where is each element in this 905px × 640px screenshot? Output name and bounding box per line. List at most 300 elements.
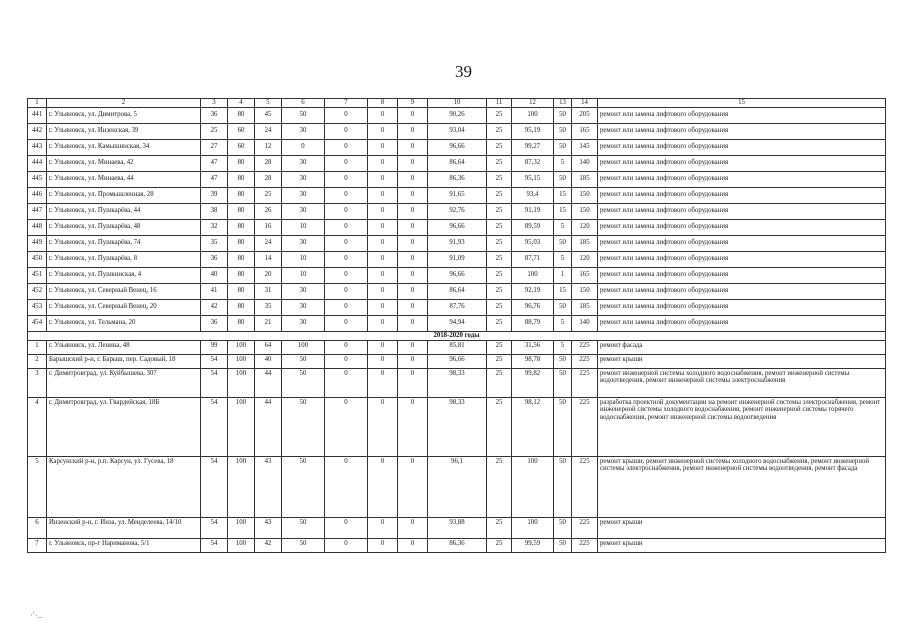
table-cell: 30 bbox=[282, 171, 325, 187]
table-cell: ремонт или замена лифтового оборудования bbox=[598, 187, 886, 203]
table-cell: 0 bbox=[325, 235, 368, 251]
table-cell: г. Ульяновск, ул. Димитрова, 5 bbox=[47, 107, 201, 123]
table-cell: 54 bbox=[201, 354, 228, 368]
table-cell: ремонт или замена лифтового оборудования bbox=[598, 283, 886, 299]
table-cell: 100 bbox=[228, 368, 255, 397]
table-cell: 0 bbox=[398, 354, 428, 368]
table-cell: 446 bbox=[28, 187, 47, 203]
table-cell: г. Ульяновск, ул. Северный Венец, 20 bbox=[47, 299, 201, 315]
table-cell: 5 bbox=[554, 315, 572, 331]
table-cell: 50 bbox=[554, 123, 572, 139]
table-cell: 25 bbox=[487, 517, 512, 538]
table-row bbox=[28, 123, 886, 139]
column-header: 12 bbox=[512, 99, 554, 108]
table-cell: 185 bbox=[572, 235, 598, 251]
table-cell: ремонт инженерной системы холодного водоснабжения, ремонт инженерной системы водоотведения, ремонт инженерной системы электроснабжения bbox=[598, 368, 886, 397]
table-cell: 50 bbox=[282, 517, 325, 538]
table-cell: ремонт крыши bbox=[598, 517, 886, 538]
table-cell: 95,03 bbox=[512, 235, 554, 251]
table-cell: 31,56 bbox=[512, 340, 554, 354]
table-row bbox=[28, 251, 886, 267]
table-cell: 0 bbox=[368, 397, 398, 456]
table-cell: 225 bbox=[572, 354, 598, 368]
table-cell: 0 bbox=[325, 139, 368, 155]
table-cell: 0 bbox=[368, 299, 398, 315]
table-cell: 0 bbox=[368, 267, 398, 283]
table-cell: 0 bbox=[325, 107, 368, 123]
table-cell: 225 bbox=[572, 538, 598, 552]
table-cell: 92,19 bbox=[512, 283, 554, 299]
table-cell: 64 bbox=[255, 340, 282, 354]
table-cell: 100 bbox=[512, 267, 554, 283]
column-header: 15 bbox=[598, 99, 886, 108]
table-cell: 96,66 bbox=[428, 354, 487, 368]
table-cell: 150 bbox=[572, 187, 598, 203]
table-cell: 0 bbox=[325, 397, 368, 456]
table-cell: 36 bbox=[201, 251, 228, 267]
table-cell: 100 bbox=[228, 538, 255, 552]
table-cell: 0 bbox=[398, 251, 428, 267]
table-cell: 1 bbox=[554, 267, 572, 283]
table-cell: разработка проектной документации на ремонт инженерной системы электроснабжения, ремонт инженерной системы холодного водоснабжения, ремонт инженерной системы горячего водоснабжения, ремонт инженерной системы водоотведения bbox=[598, 397, 886, 456]
table-cell: 27 bbox=[201, 139, 228, 155]
table-cell: 99,27 bbox=[512, 139, 554, 155]
table-cell: 32 bbox=[201, 219, 228, 235]
table-cell: 165 bbox=[572, 123, 598, 139]
table-cell: 0 bbox=[325, 187, 368, 203]
table-cell: 0 bbox=[368, 139, 398, 155]
table-cell: 20 bbox=[255, 267, 282, 283]
table-cell: г. Ульяновск, ул. Пушкарёва, 74 bbox=[47, 235, 201, 251]
table-cell: г. Ульяновск, ул. Пушкинская, 4 bbox=[47, 267, 201, 283]
table-cell: г. Ульяновск, ул. Минаева, 42 bbox=[47, 155, 201, 171]
table-cell: 0 bbox=[368, 203, 398, 219]
table-cell: 16 bbox=[255, 219, 282, 235]
table-cell: 35 bbox=[201, 235, 228, 251]
page-number: 39 bbox=[455, 62, 472, 81]
table-cell: 25 bbox=[487, 267, 512, 283]
table-cell: 80 bbox=[228, 203, 255, 219]
table-cell: 100 bbox=[512, 107, 554, 123]
table-cell: г. Ульяновск, ул. Минаева, 44 bbox=[47, 171, 201, 187]
table-cell: 0 bbox=[368, 251, 398, 267]
table-cell: 25 bbox=[487, 456, 512, 517]
table-cell: Барышский р-н, г. Барыш, пер. Садовый, 18 bbox=[47, 354, 201, 368]
table-cell: 140 bbox=[572, 155, 598, 171]
table-cell: 50 bbox=[554, 456, 572, 517]
column-header: 2 bbox=[47, 99, 201, 108]
table-cell: 30 bbox=[282, 203, 325, 219]
table-cell: 54 bbox=[201, 397, 228, 456]
column-header: 13 bbox=[554, 99, 572, 108]
table-cell: 15 bbox=[554, 203, 572, 219]
table-cell: 100 bbox=[512, 517, 554, 538]
table-cell: г. Ульяновск, ул. Северный Венец, 16 bbox=[47, 283, 201, 299]
table-cell: 0 bbox=[398, 171, 428, 187]
table-cell: 30 bbox=[282, 123, 325, 139]
table-cell: 225 bbox=[572, 397, 598, 456]
table-cell: 39 bbox=[201, 187, 228, 203]
table-cell: 5 bbox=[554, 219, 572, 235]
table-cell: 0 bbox=[368, 340, 398, 354]
table-cell: 30 bbox=[282, 315, 325, 331]
table-cell: 0 bbox=[325, 340, 368, 354]
table-cell: 47 bbox=[201, 155, 228, 171]
table-cell: 2 bbox=[28, 354, 47, 368]
table-cell: 450 bbox=[28, 251, 47, 267]
table-cell: 98,33 bbox=[428, 397, 487, 456]
table-cell: 0 bbox=[398, 340, 428, 354]
table-cell: 50 bbox=[282, 538, 325, 552]
column-header: 4 bbox=[228, 99, 255, 108]
table-cell: Карсунский р-н, р.п. Карсун, ул. Гусева, 18 bbox=[47, 456, 201, 517]
table-cell: 7 bbox=[28, 538, 47, 552]
table-cell: 85,81 bbox=[428, 340, 487, 354]
table-cell: ремонт крыши bbox=[598, 538, 886, 552]
table-cell: ремонт или замена лифтового оборудования bbox=[598, 315, 886, 331]
table-cell: 0 bbox=[368, 235, 398, 251]
table-cell: 86,64 bbox=[428, 283, 487, 299]
section-title: 2018-2020 годы bbox=[28, 331, 886, 340]
table-cell: 442 bbox=[28, 123, 47, 139]
table-cell: 87,76 bbox=[428, 299, 487, 315]
table-cell: 35 bbox=[255, 299, 282, 315]
table-cell: 0 bbox=[325, 456, 368, 517]
table-cell: 40 bbox=[201, 267, 228, 283]
table-cell: 50 bbox=[554, 107, 572, 123]
table-cell: 41 bbox=[201, 283, 228, 299]
table-cell: 0 bbox=[325, 251, 368, 267]
table-cell: 86,64 bbox=[428, 155, 487, 171]
table-row bbox=[28, 155, 886, 171]
table-cell: 0 bbox=[398, 397, 428, 456]
table-cell: 0 bbox=[398, 123, 428, 139]
table-cell: 99,82 bbox=[512, 368, 554, 397]
table-cell: 25 bbox=[487, 251, 512, 267]
section-row bbox=[28, 331, 886, 340]
table-row bbox=[28, 267, 886, 283]
table-cell: 47 bbox=[201, 171, 228, 187]
table-cell: 444 bbox=[28, 155, 47, 171]
table-cell: 99,59 bbox=[512, 538, 554, 552]
table-row bbox=[28, 315, 886, 331]
column-header: 3 bbox=[201, 99, 228, 108]
table-cell: 10 bbox=[282, 267, 325, 283]
table-cell: 89,59 bbox=[512, 219, 554, 235]
table-cell: 54 bbox=[201, 517, 228, 538]
table-cell: 25 bbox=[487, 315, 512, 331]
table-cell: 43 bbox=[255, 456, 282, 517]
table-cell: 93,88 bbox=[428, 517, 487, 538]
table-cell: 25 bbox=[255, 187, 282, 203]
table-cell: 0 bbox=[325, 368, 368, 397]
table-cell: 120 bbox=[572, 251, 598, 267]
table-cell: 86,36 bbox=[428, 171, 487, 187]
table-cell: 0 bbox=[368, 123, 398, 139]
column-header: 7 bbox=[325, 99, 368, 108]
table-row bbox=[28, 187, 886, 203]
table-cell: 50 bbox=[554, 299, 572, 315]
table-cell: г. Ульяновск, пр-т Нариманова, 5/1 bbox=[47, 538, 201, 552]
table-cell: 80 bbox=[228, 187, 255, 203]
table-cell: 0 bbox=[398, 368, 428, 397]
column-header: 9 bbox=[398, 99, 428, 108]
table-cell: 50 bbox=[282, 456, 325, 517]
table-cell: 44 bbox=[255, 368, 282, 397]
table-cell: 80 bbox=[228, 283, 255, 299]
table-cell: 80 bbox=[228, 171, 255, 187]
table-cell: 3 bbox=[28, 368, 47, 397]
table-cell: 50 bbox=[554, 354, 572, 368]
table-cell: 0 bbox=[398, 267, 428, 283]
table-cell: 96,66 bbox=[428, 139, 487, 155]
table-cell: ремонт или замена лифтового оборудования bbox=[598, 139, 886, 155]
table-cell: 60 bbox=[228, 139, 255, 155]
table-cell: 24 bbox=[255, 123, 282, 139]
column-header: 10 bbox=[428, 99, 487, 108]
table-cell: 0 bbox=[368, 315, 398, 331]
table-cell: 30 bbox=[282, 187, 325, 203]
table-cell: 50 bbox=[282, 107, 325, 123]
table-cell: 150 bbox=[572, 283, 598, 299]
table-cell: 28 bbox=[255, 171, 282, 187]
table-cell: ремонт или замена лифтового оборудования bbox=[598, 219, 886, 235]
table-cell: 0 bbox=[325, 299, 368, 315]
table-cell: 10 bbox=[282, 219, 325, 235]
table-cell: 91,93 bbox=[428, 235, 487, 251]
table-cell: г. Димитровград, ул. Гвардейская, 18Б bbox=[47, 397, 201, 456]
table-cell: 96,66 bbox=[428, 267, 487, 283]
table-cell: 25 bbox=[487, 340, 512, 354]
table-cell: ремонт или замена лифтового оборудования bbox=[598, 267, 886, 283]
table-cell: 225 bbox=[572, 340, 598, 354]
table-cell: г. Ульяновск, ул. Тельмана, 20 bbox=[47, 315, 201, 331]
table-cell: ремонт или замена лифтового оборудования bbox=[598, 235, 886, 251]
table-cell: 5 bbox=[554, 251, 572, 267]
table-cell: ремонт или замена лифтового оборудования bbox=[598, 251, 886, 267]
table-cell: 36 bbox=[201, 315, 228, 331]
table-cell: 0 bbox=[368, 283, 398, 299]
table-cell: 0 bbox=[398, 219, 428, 235]
table-row bbox=[28, 340, 886, 354]
table-cell: 24 bbox=[255, 235, 282, 251]
table-cell: 26 bbox=[255, 203, 282, 219]
table-cell: 50 bbox=[282, 354, 325, 368]
table-cell: ремонт крыши, ремонт инженерной системы холодного водоснабжения, ремонт инженерной системы электроснабжения, ремонт инженерной системы водоотведения, ремонт фасада bbox=[598, 456, 886, 517]
table-cell: 0 bbox=[325, 538, 368, 552]
table-cell: 100 bbox=[512, 456, 554, 517]
table-cell: 0 bbox=[282, 139, 325, 155]
table-cell: ремонт или замена лифтового оборудования bbox=[598, 123, 886, 139]
table-cell: 0 bbox=[325, 219, 368, 235]
table-cell: 6 bbox=[28, 517, 47, 538]
table-cell: 25 bbox=[201, 123, 228, 139]
table-cell: 100 bbox=[228, 397, 255, 456]
table-cell: 91,19 bbox=[512, 203, 554, 219]
table-row bbox=[28, 456, 886, 517]
table-cell: 50 bbox=[554, 139, 572, 155]
table-cell: 120 bbox=[572, 219, 598, 235]
table-cell: 453 bbox=[28, 299, 47, 315]
table-cell: 165 bbox=[572, 267, 598, 283]
table-cell: 54 bbox=[201, 368, 228, 397]
table-cell: 5 bbox=[554, 155, 572, 171]
table-cell: 14 bbox=[255, 251, 282, 267]
table-cell: 42 bbox=[255, 538, 282, 552]
table-cell: 30 bbox=[282, 299, 325, 315]
table-cell: 31 bbox=[255, 283, 282, 299]
table-cell: 185 bbox=[572, 171, 598, 187]
table-row bbox=[28, 139, 886, 155]
table-cell: 50 bbox=[554, 397, 572, 456]
table-cell: ремонт или замена лифтового оборудования bbox=[598, 299, 886, 315]
table-cell: 0 bbox=[325, 203, 368, 219]
table-cell: 25 bbox=[487, 368, 512, 397]
table-cell: 0 bbox=[368, 368, 398, 397]
table-cell: 0 bbox=[368, 354, 398, 368]
table-cell: 43 bbox=[255, 517, 282, 538]
table-cell: 50 bbox=[554, 171, 572, 187]
table-cell: г. Ульяновск, ул. Пушкарёва, 8 bbox=[47, 251, 201, 267]
table-cell: 96,66 bbox=[428, 219, 487, 235]
table-cell: 0 bbox=[325, 267, 368, 283]
table-cell: 80 bbox=[228, 299, 255, 315]
table-cell: 0 bbox=[325, 155, 368, 171]
table-cell: 447 bbox=[28, 203, 47, 219]
table-cell: 443 bbox=[28, 139, 47, 155]
table-cell: 0 bbox=[398, 203, 428, 219]
table-cell: 98,33 bbox=[428, 368, 487, 397]
table-cell: 0 bbox=[398, 155, 428, 171]
table-cell: 40 bbox=[255, 354, 282, 368]
table-cell: 50 bbox=[554, 538, 572, 552]
table-cell: 87,32 bbox=[512, 155, 554, 171]
table-cell: 50 bbox=[282, 368, 325, 397]
table-cell: 80 bbox=[228, 251, 255, 267]
table-cell: 441 bbox=[28, 107, 47, 123]
table-cell: 54 bbox=[201, 456, 228, 517]
table-cell: 0 bbox=[398, 283, 428, 299]
table-cell: ремонт или замена лифтового оборудования bbox=[598, 171, 886, 187]
table-cell: 100 bbox=[228, 456, 255, 517]
table-cell: 91,65 bbox=[428, 187, 487, 203]
table-row bbox=[28, 517, 886, 538]
table-cell: 28 bbox=[255, 155, 282, 171]
table-cell: 185 bbox=[572, 299, 598, 315]
column-header: 5 bbox=[255, 99, 282, 108]
table-cell: 10 bbox=[282, 251, 325, 267]
table-cell: 80 bbox=[228, 315, 255, 331]
table-cell: 0 bbox=[368, 187, 398, 203]
table-row bbox=[28, 397, 886, 456]
table-cell: 91,09 bbox=[428, 251, 487, 267]
table-cell: 5 bbox=[554, 340, 572, 354]
table-cell: г. Ульяновск, ул. Камышинская, 34 bbox=[47, 139, 201, 155]
table-cell: 4 bbox=[28, 397, 47, 456]
table-cell: 42 bbox=[201, 299, 228, 315]
column-header: 14 bbox=[572, 99, 598, 108]
table-row bbox=[28, 283, 886, 299]
table-cell: 0 bbox=[368, 219, 398, 235]
table-cell: 90,26 bbox=[428, 107, 487, 123]
table-cell: 0 bbox=[325, 354, 368, 368]
table-cell: 100 bbox=[228, 340, 255, 354]
table-cell: 30 bbox=[282, 155, 325, 171]
table-cell: 30 bbox=[282, 283, 325, 299]
table-cell: ремонт или замена лифтового оборудования bbox=[598, 155, 886, 171]
table-cell: 0 bbox=[368, 155, 398, 171]
table-cell: 225 bbox=[572, 368, 598, 397]
table-cell: 60 bbox=[228, 123, 255, 139]
repair-program-table bbox=[27, 98, 886, 553]
table-cell: 0 bbox=[325, 517, 368, 538]
table-cell: 80 bbox=[228, 107, 255, 123]
table-row bbox=[28, 538, 886, 552]
table-cell: 25 bbox=[487, 538, 512, 552]
table-cell: 0 bbox=[368, 517, 398, 538]
table-cell: 452 bbox=[28, 283, 47, 299]
table-cell: 25 bbox=[487, 123, 512, 139]
table-row bbox=[28, 171, 886, 187]
table-cell: 54 bbox=[201, 538, 228, 552]
table-cell: 0 bbox=[368, 107, 398, 123]
table-cell: г. Ульяновск, ул. Инзенская, 39 bbox=[47, 123, 201, 139]
table-cell: ремонт крыши bbox=[598, 354, 886, 368]
table-cell: 80 bbox=[228, 155, 255, 171]
table-cell: 0 bbox=[368, 171, 398, 187]
table-row bbox=[28, 299, 886, 315]
table-cell: 95,15 bbox=[512, 171, 554, 187]
table-cell: 0 bbox=[398, 299, 428, 315]
table-cell: 96,76 bbox=[512, 299, 554, 315]
table-cell: 25 bbox=[487, 171, 512, 187]
table-cell: 50 bbox=[554, 517, 572, 538]
table-cell: 95,19 bbox=[512, 123, 554, 139]
table-cell: 80 bbox=[228, 219, 255, 235]
table-cell: 96,1 bbox=[428, 456, 487, 517]
table-cell: 0 bbox=[325, 315, 368, 331]
table-cell: 80 bbox=[228, 235, 255, 251]
table-row bbox=[28, 203, 886, 219]
table-cell: 92,76 bbox=[428, 203, 487, 219]
table-cell: ремонт или замена лифтового оборудования bbox=[598, 203, 886, 219]
table-cell: г. Ульяновск, ул. Ленина, 48 bbox=[47, 340, 201, 354]
table-cell: 25 bbox=[487, 283, 512, 299]
table-cell: 50 bbox=[554, 368, 572, 397]
column-header: 6 bbox=[282, 99, 325, 108]
table-cell: 0 bbox=[398, 107, 428, 123]
table-cell: г. Ульяновск, ул. Промышленная, 28 bbox=[47, 187, 201, 203]
table-cell: 0 bbox=[325, 123, 368, 139]
table-cell: 86,36 bbox=[428, 538, 487, 552]
table-header-row bbox=[28, 99, 886, 108]
table-cell: 25 bbox=[487, 187, 512, 203]
table-cell: 25 bbox=[487, 219, 512, 235]
table-cell: 0 bbox=[368, 538, 398, 552]
table-cell: ремонт или замена лифтового оборудования bbox=[598, 107, 886, 123]
table-cell: г. Димитровград, ул. Куйбышева, 307 bbox=[47, 368, 201, 397]
table-cell: 15 bbox=[554, 283, 572, 299]
table-cell: 449 bbox=[28, 235, 47, 251]
table-cell: 100 bbox=[228, 517, 255, 538]
table-cell: 225 bbox=[572, 456, 598, 517]
table-cell: 454 bbox=[28, 315, 47, 331]
table-cell: 50 bbox=[554, 235, 572, 251]
table-cell: 25 bbox=[487, 107, 512, 123]
table-cell: 98,78 bbox=[512, 354, 554, 368]
table-cell: 25 bbox=[487, 139, 512, 155]
table-cell: 0 bbox=[398, 538, 428, 552]
